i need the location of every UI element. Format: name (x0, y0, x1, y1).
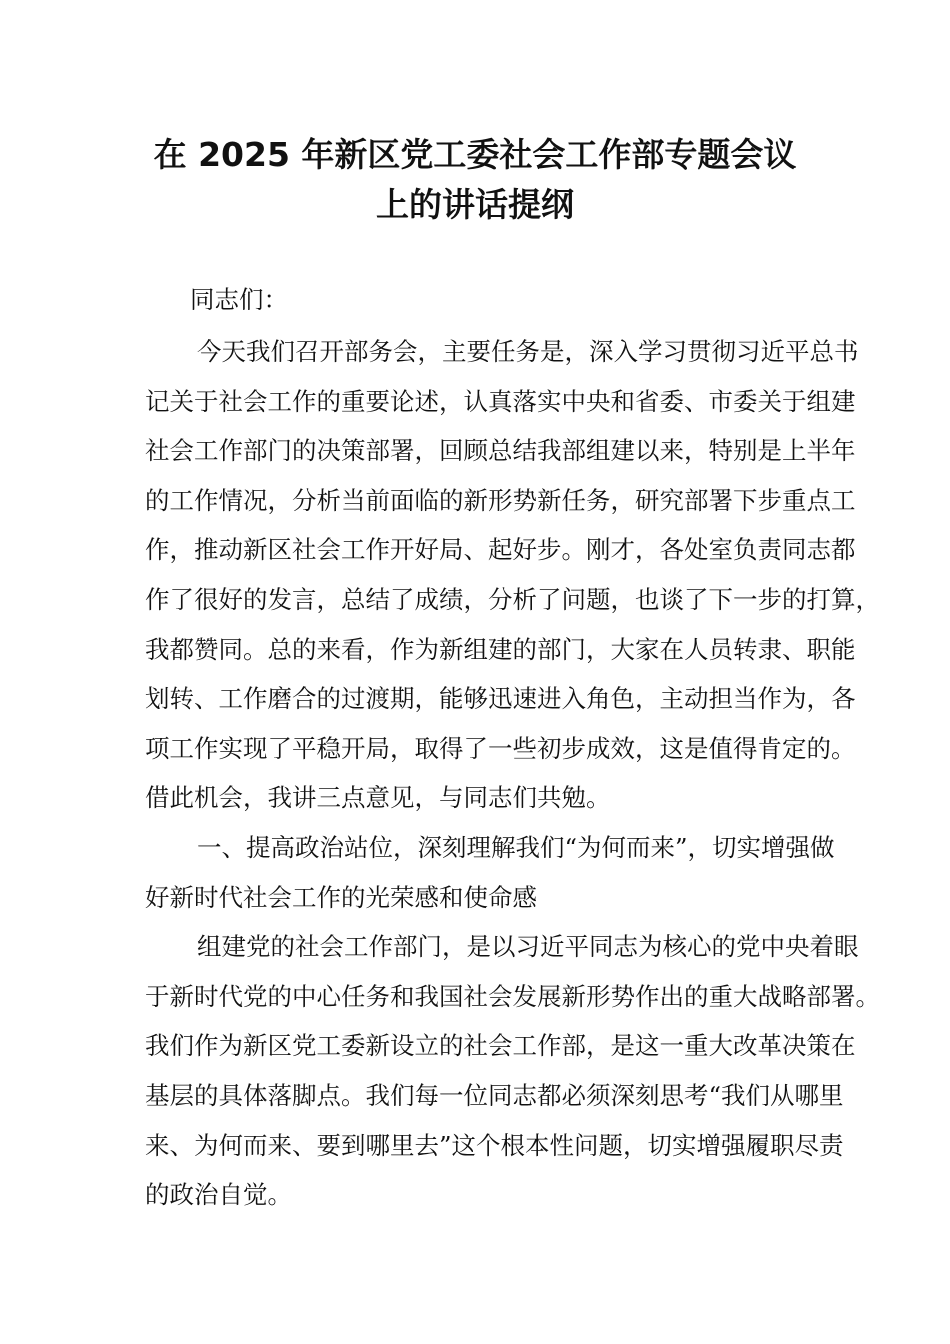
paragraph-1-line: 划转、工作磨合的过渡期，能够迅速进入角色，主动担当作为，各 (145, 684, 856, 713)
paragraph-1-line: 项工作实现了平稳开局，取得了一些初步成效，这是值得肯定的。 (145, 734, 856, 763)
paragraph-1-line: 借此机会，我讲三点意见，与同志们共勉。 (145, 783, 611, 812)
paragraph-3-line: 来、为何而来、要到哪里去”这个根本性问题，切实增强履职尽责 (145, 1131, 844, 1160)
paragraph-2-line: 一、提高政治站位，深刻理解我们“为何而来”，切实增强做 (197, 833, 835, 862)
paragraph-1-line: 今天我们召开部务会，主要任务是，深入学习贯彻习近平总书 (197, 337, 859, 366)
paragraph-3-line: 我们作为新区党工委新设立的社会工作部，是这一重大改革决策在 (145, 1031, 856, 1060)
paragraph-1-line: 社会工作部门的决策部署，回顾总结我部组建以来，特别是上半年 (145, 436, 856, 465)
paragraph-1-line: 作了很好的发言，总结了成绩，分析了问题，也谈了下一步的打算， (145, 585, 880, 614)
paragraph-3-line: 的政治自觉。 (145, 1180, 292, 1209)
paragraph-1-line: 作，推动新区社会工作开好局、起好步。刚才，各处室负责同志都 (145, 535, 856, 564)
document-title-line-1: 在 2025 年新区党工委社会工作部专题会议 (153, 135, 797, 174)
document-title-line-2: 上的讲话提纲 (376, 185, 574, 224)
greeting: 同志们： (190, 285, 288, 314)
paragraph-1-line: 我都赞同。总的来看，作为新组建的部门，大家在人员转隶、职能 (145, 635, 856, 664)
paragraph-1-line: 记关于社会工作的重要论述，认真落实中央和省委、市委关于组建 (145, 387, 856, 416)
paragraph-2-line: 好新时代社会工作的光荣感和使命感 (145, 883, 537, 912)
paragraph-3-line: 组建党的社会工作部门，是以习近平同志为核心的党中央着眼 (197, 932, 859, 961)
paragraph-3-line: 于新时代党的中心任务和我国社会发展新形势作出的重大战略部署。 (145, 982, 880, 1011)
paragraph-3-line: 基层的具体落脚点。我们每一位同志都必须深刻思考“我们从哪里 (145, 1081, 844, 1110)
paragraph-1-line: 的工作情况，分析当前面临的新形势新任务，研究部署下步重点工 (145, 486, 856, 515)
